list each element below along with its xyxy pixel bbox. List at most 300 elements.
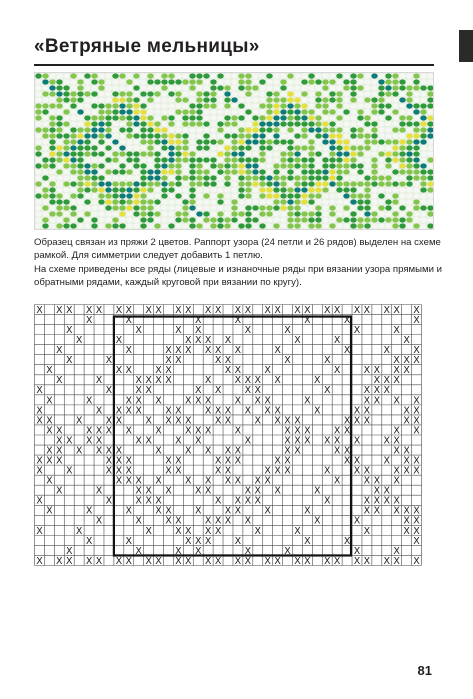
knit-stitch	[420, 163, 426, 168]
knit-stitch	[399, 79, 405, 84]
chart-cell-symbol: X	[413, 345, 420, 357]
knit-stitch	[168, 175, 174, 180]
knit-stitch	[280, 181, 286, 186]
chart-cell-symbol: X	[194, 324, 202, 336]
knit-stitch	[266, 127, 272, 132]
knit-stitch	[63, 79, 69, 84]
knit-stitch	[245, 205, 251, 210]
knit-stitch	[112, 109, 118, 114]
knit-stitch	[42, 151, 48, 156]
knit-stitch	[231, 211, 237, 216]
knit-stitch	[427, 121, 433, 126]
chart-cell-symbol: X	[175, 525, 182, 537]
knit-stitch	[315, 109, 321, 114]
chart-cell-symbol: X	[115, 335, 123, 347]
chart-cell-symbol: X	[383, 555, 391, 566]
chart-cell-symbol: X	[56, 304, 63, 316]
chart-cell-symbol: X	[294, 335, 301, 347]
chart-cell-symbol: X	[353, 435, 361, 447]
knit-stitch	[329, 223, 335, 228]
knit-stitch	[203, 223, 209, 228]
chart-cell-symbol: X	[56, 375, 63, 387]
knit-stitch	[266, 73, 272, 78]
knit-stitch	[56, 145, 62, 150]
knit-stitch	[49, 109, 55, 114]
knit-stitch	[294, 97, 300, 102]
chart-cell-symbol: X	[95, 445, 103, 457]
chart-cell-symbol: X	[333, 365, 341, 377]
knit-stitch	[84, 223, 90, 228]
knit-stitch	[147, 157, 153, 162]
knit-stitch	[91, 151, 97, 156]
chart-cell-symbol: X	[175, 515, 182, 527]
knit-stitch	[378, 199, 384, 204]
knit-stitch	[252, 211, 258, 216]
knit-stitch	[147, 109, 153, 114]
knit-stitch	[371, 211, 377, 216]
knit-stitch	[49, 79, 55, 84]
knit-stitch	[77, 127, 83, 132]
chart-cell-symbol: X	[115, 475, 123, 487]
knit-stitch	[161, 109, 167, 114]
knit-stitch	[245, 151, 251, 156]
knit-stitch	[427, 79, 433, 84]
knit-stitch	[105, 79, 111, 84]
knit-stitch	[70, 115, 76, 120]
knit-stitch	[336, 217, 342, 222]
knit-stitch	[350, 175, 356, 180]
knit-stitch	[308, 109, 314, 114]
knit-stitch	[280, 139, 286, 144]
knit-stitch	[392, 205, 398, 210]
knit-stitch	[308, 199, 314, 204]
knit-stitch	[315, 139, 321, 144]
knit-stitch	[98, 139, 104, 144]
knit-stitch	[231, 223, 237, 228]
knit-stitch	[371, 193, 377, 198]
knit-stitch	[105, 175, 111, 180]
knit-stitch	[231, 157, 237, 162]
knit-stitch	[203, 97, 209, 102]
chart-cell-symbol: X	[333, 445, 341, 457]
knit-stitch	[224, 109, 230, 114]
knit-stitch	[406, 97, 412, 102]
knit-stitch	[343, 169, 349, 174]
knit-stitch	[42, 181, 48, 186]
knit-stitch	[287, 205, 293, 210]
knit-stitch	[427, 85, 433, 90]
knit-stitch	[378, 205, 384, 210]
chart-cell-symbol: X	[46, 445, 53, 457]
chart-cell-symbol: X	[194, 385, 202, 397]
knit-stitch	[49, 73, 55, 78]
chart-cell-symbol: X	[65, 435, 73, 447]
knit-stitch	[217, 145, 223, 150]
knit-stitch	[406, 145, 412, 150]
knit-stitch	[217, 193, 223, 198]
knit-stitch	[196, 157, 202, 162]
knit-stitch	[196, 187, 202, 192]
chart-cell-symbol: X	[204, 425, 212, 437]
chart-cell-symbol: X	[343, 535, 351, 547]
knit-stitch	[98, 211, 104, 216]
chart-cell-symbol: X	[145, 525, 152, 537]
knit-stitch	[133, 121, 139, 126]
knit-stitch	[245, 115, 251, 120]
chart-cell-symbol: X	[194, 425, 202, 437]
knit-stitch	[70, 223, 76, 228]
knit-stitch	[133, 151, 139, 156]
knit-stitch	[301, 97, 307, 102]
knit-stitch	[196, 181, 202, 186]
chart-cell-symbol: X	[244, 435, 252, 447]
chart-cell-symbol: X	[194, 314, 202, 326]
chart-cell-symbol: X	[254, 495, 262, 507]
knit-stitch	[196, 127, 202, 132]
knit-stitch	[329, 175, 335, 180]
knit-stitch	[245, 97, 251, 102]
knit-stitch	[238, 205, 244, 210]
knit-stitch	[350, 199, 356, 204]
knit-stitch	[224, 121, 230, 126]
knit-stitch	[420, 169, 426, 174]
knit-stitch	[168, 199, 174, 204]
knit-stitch	[224, 91, 230, 96]
knit-stitch	[427, 217, 433, 222]
chart-cell-symbol: X	[244, 555, 252, 566]
knit-stitch	[371, 181, 377, 186]
chart-cell-symbol: X	[46, 475, 53, 487]
knit-stitch	[210, 187, 216, 192]
knit-stitch	[308, 133, 314, 138]
knit-stitch	[105, 193, 111, 198]
knit-stitch	[427, 175, 433, 180]
knit-stitch	[77, 187, 83, 192]
chart-cell-symbol: X	[413, 304, 420, 316]
knit-stitch	[168, 97, 174, 102]
knit-stitch	[357, 79, 363, 84]
knit-stitch	[189, 175, 195, 180]
knit-stitch	[84, 193, 90, 198]
knit-stitch	[238, 157, 244, 162]
knit-stitch	[420, 91, 426, 96]
knit-stitch	[189, 199, 195, 204]
knit-stitch	[98, 199, 104, 204]
knit-stitch	[189, 121, 195, 126]
knit-stitch	[210, 217, 216, 222]
chart-cell-symbol: X	[95, 375, 103, 387]
chart-cell-symbol: X	[175, 355, 182, 367]
knit-stitch	[308, 79, 314, 84]
knit-stitch	[329, 205, 335, 210]
chart-cell-symbol: X	[125, 425, 133, 437]
knit-stitch	[161, 199, 167, 204]
chart-cell-symbol: X	[314, 375, 321, 387]
knit-stitch	[182, 97, 188, 102]
knit-stitch	[357, 103, 363, 108]
chart-cell-symbol: X	[155, 395, 162, 407]
knit-stitch	[133, 199, 139, 204]
knit-stitch	[175, 175, 181, 180]
knit-stitch	[315, 85, 321, 90]
chart-cell-symbol: X	[125, 465, 133, 477]
knit-stitch	[35, 73, 41, 78]
knit-stitch	[238, 211, 244, 216]
knit-stitch	[189, 193, 195, 198]
knit-stitch	[357, 211, 363, 216]
knit-stitch	[154, 79, 160, 84]
knit-stitch	[42, 163, 48, 168]
knit-stitch	[119, 79, 125, 84]
knit-stitch	[42, 73, 48, 78]
knit-stitch	[413, 181, 419, 186]
knit-stitch	[280, 109, 286, 114]
chart-cell-symbol: X	[314, 405, 321, 417]
knit-stitch	[322, 157, 328, 162]
knit-stitch	[357, 157, 363, 162]
chart-cell-symbol: X	[274, 485, 281, 497]
knit-stitch	[140, 145, 146, 150]
knit-stitch	[175, 211, 181, 216]
knit-stitch	[210, 133, 216, 138]
knit-stitch	[161, 121, 167, 126]
knit-stitch	[224, 85, 230, 90]
knit-stitch	[392, 145, 398, 150]
chart-cell-symbol: X	[95, 304, 103, 316]
knit-stitch	[224, 175, 230, 180]
knit-stitch	[196, 145, 202, 150]
knit-stitch	[364, 85, 370, 90]
description-paragraph-1: Образец связан из пряжи 2 цветов. Раппорт узора (24 петли и 26 рядов) выделен на схеме рамкой. Для симметрии следует добавить 1 петлю.	[34, 237, 441, 261]
knit-stitch	[42, 223, 48, 228]
knit-stitch	[224, 163, 230, 168]
knit-stitch	[336, 169, 342, 174]
knit-stitch	[238, 163, 244, 168]
knit-stitch	[112, 115, 118, 120]
knit-stitch	[77, 103, 83, 108]
knit-stitch	[266, 169, 272, 174]
knit-stitch	[70, 211, 76, 216]
knit-stitch	[364, 79, 370, 84]
knit-stitch	[350, 103, 356, 108]
knit-stitch	[343, 157, 349, 162]
knit-stitch	[245, 217, 251, 222]
knit-stitch	[91, 133, 97, 138]
knit-stitch	[371, 139, 377, 144]
knit-stitch	[238, 103, 244, 108]
knit-stitch	[357, 223, 363, 228]
chart-cell-symbol: X	[254, 415, 262, 427]
knit-stitch	[210, 73, 216, 78]
knit-stitch	[259, 121, 265, 126]
knit-stitch	[343, 73, 349, 78]
knit-stitch	[105, 133, 111, 138]
chart-cell-symbol: X	[234, 495, 242, 507]
knit-stitch	[252, 193, 258, 198]
knit-stitch	[154, 109, 160, 114]
knit-stitch	[91, 139, 97, 144]
chart-cell-symbol: X	[95, 485, 103, 497]
knit-stitch	[322, 217, 328, 222]
chart-cell-symbol: X	[323, 435, 331, 447]
chart-cell-symbol: X	[95, 435, 103, 447]
knit-stitch	[420, 139, 426, 144]
knit-stitch	[182, 79, 188, 84]
knit-stitch	[385, 181, 391, 186]
knit-stitch	[161, 79, 167, 84]
knit-stitch	[399, 157, 405, 162]
chart-cell-symbol: X	[155, 445, 162, 457]
knit-stitch	[420, 109, 426, 114]
knit-stitch	[98, 169, 104, 174]
knit-stitch	[126, 79, 132, 84]
chart-cell-symbol: X	[363, 365, 371, 377]
knit-stitch	[294, 193, 300, 198]
knit-stitch	[357, 109, 363, 114]
chart-cell-symbol: X	[214, 415, 222, 427]
knit-stitch	[385, 169, 391, 174]
chart-cell-symbol: X	[393, 555, 400, 566]
knit-stitch	[301, 217, 307, 222]
chart-cell-symbol: X	[214, 465, 222, 477]
knit-stitch	[392, 217, 398, 222]
chart-cell-symbol: X	[85, 505, 93, 517]
chart-cell-symbol: X	[413, 314, 420, 326]
knit-stitch	[259, 79, 265, 84]
knit-stitch	[294, 205, 300, 210]
chart-cell-symbol: X	[323, 465, 331, 477]
knit-stitch	[364, 169, 370, 174]
chart-cell-symbol: X	[413, 455, 420, 467]
knit-stitch	[392, 91, 398, 96]
knit-stitch	[98, 79, 104, 84]
knit-stitch	[189, 205, 195, 210]
chart-cell-symbol: X	[294, 415, 301, 427]
chart-cell-symbol: X	[204, 445, 212, 457]
knit-stitch	[56, 91, 62, 96]
chart-cell-symbol: X	[165, 415, 172, 427]
chart-cell-symbol: X	[95, 515, 103, 527]
knit-stitch	[217, 91, 223, 96]
knit-stitch	[224, 211, 230, 216]
chart-cell-symbol: X	[56, 485, 63, 497]
knit-stitch	[364, 133, 370, 138]
knit-stitch	[175, 157, 181, 162]
knit-stitch	[308, 139, 314, 144]
knit-stitch	[259, 139, 265, 144]
knit-stitch	[280, 97, 286, 102]
chart-cell-symbol: X	[125, 455, 133, 467]
knit-stitch	[427, 115, 433, 120]
knit-stitch	[406, 211, 412, 216]
knit-stitch	[49, 187, 55, 192]
knit-stitch	[231, 205, 237, 210]
knit-stitch	[147, 97, 153, 102]
chart-cell-symbol: X	[403, 405, 410, 417]
knit-stitch	[413, 187, 419, 192]
knit-stitch	[119, 163, 125, 168]
chart-cell-symbol: X	[204, 335, 212, 347]
knit-stitch	[336, 187, 342, 192]
knit-stitch	[210, 181, 216, 186]
knit-stitch	[56, 73, 62, 78]
knit-stitch	[322, 139, 328, 144]
knit-stitch	[385, 217, 391, 222]
knit-stitch	[147, 79, 153, 84]
knit-stitch	[189, 145, 195, 150]
knit-stitch	[245, 133, 251, 138]
knit-stitch	[210, 151, 216, 156]
knit-stitch	[357, 115, 363, 120]
chart-cell-symbol: X	[175, 555, 182, 566]
chart-cell-symbol: X	[304, 314, 311, 326]
chart-cell-symbol: X	[65, 304, 73, 316]
knit-stitch	[70, 139, 76, 144]
knit-stitch	[266, 109, 272, 114]
chart-cell-symbol: X	[343, 415, 351, 427]
knit-stitch	[350, 193, 356, 198]
knit-stitch	[77, 79, 83, 84]
knit-stitch	[91, 211, 97, 216]
knit-stitch	[77, 169, 83, 174]
knit-stitch	[77, 217, 83, 222]
chart-cell-symbol: X	[224, 405, 232, 417]
knit-stitch	[252, 91, 258, 96]
chart-cell-symbol: X	[254, 525, 262, 537]
chart-cell-symbol: X	[413, 415, 420, 427]
knit-stitch	[315, 79, 321, 84]
knit-stitch	[49, 157, 55, 162]
knit-stitch	[112, 85, 118, 90]
chart-cell-symbol: X	[155, 505, 162, 517]
chart-cell-symbol: X	[294, 525, 301, 537]
knit-stitch	[91, 223, 97, 228]
knit-stitch	[392, 193, 398, 198]
knit-stitch	[161, 97, 167, 102]
knit-stitch	[49, 169, 55, 174]
knit-stitch	[70, 151, 76, 156]
knit-stitch	[392, 211, 398, 216]
knit-stitch	[329, 169, 335, 174]
knit-stitch	[336, 121, 342, 126]
knit-stitch	[175, 133, 181, 138]
knit-stitch	[196, 223, 202, 228]
chart-cell-symbol: X	[115, 445, 123, 457]
chart-cell-symbol: X	[214, 495, 222, 507]
chart-cell-symbol: X	[244, 375, 252, 387]
knit-stitch	[427, 181, 433, 186]
knit-stitch	[280, 73, 286, 78]
knit-stitch	[371, 157, 377, 162]
knit-stitch	[364, 163, 370, 168]
knit-stitch	[413, 133, 419, 138]
knit-stitch	[140, 157, 146, 162]
knit-stitch	[35, 109, 41, 114]
knit-stitch	[399, 97, 405, 102]
knit-stitch	[161, 73, 167, 78]
knit-stitch	[63, 163, 69, 168]
knit-stitch	[119, 199, 125, 204]
knit-stitch	[126, 193, 132, 198]
knit-stitch	[385, 73, 391, 78]
chart-cell-symbol: X	[194, 485, 202, 497]
knit-stitch	[245, 157, 251, 162]
knit-stitch	[427, 193, 433, 198]
knit-stitch	[252, 73, 258, 78]
knit-stitch	[252, 199, 258, 204]
knit-stitch	[385, 175, 391, 180]
knit-stitch	[98, 187, 104, 192]
